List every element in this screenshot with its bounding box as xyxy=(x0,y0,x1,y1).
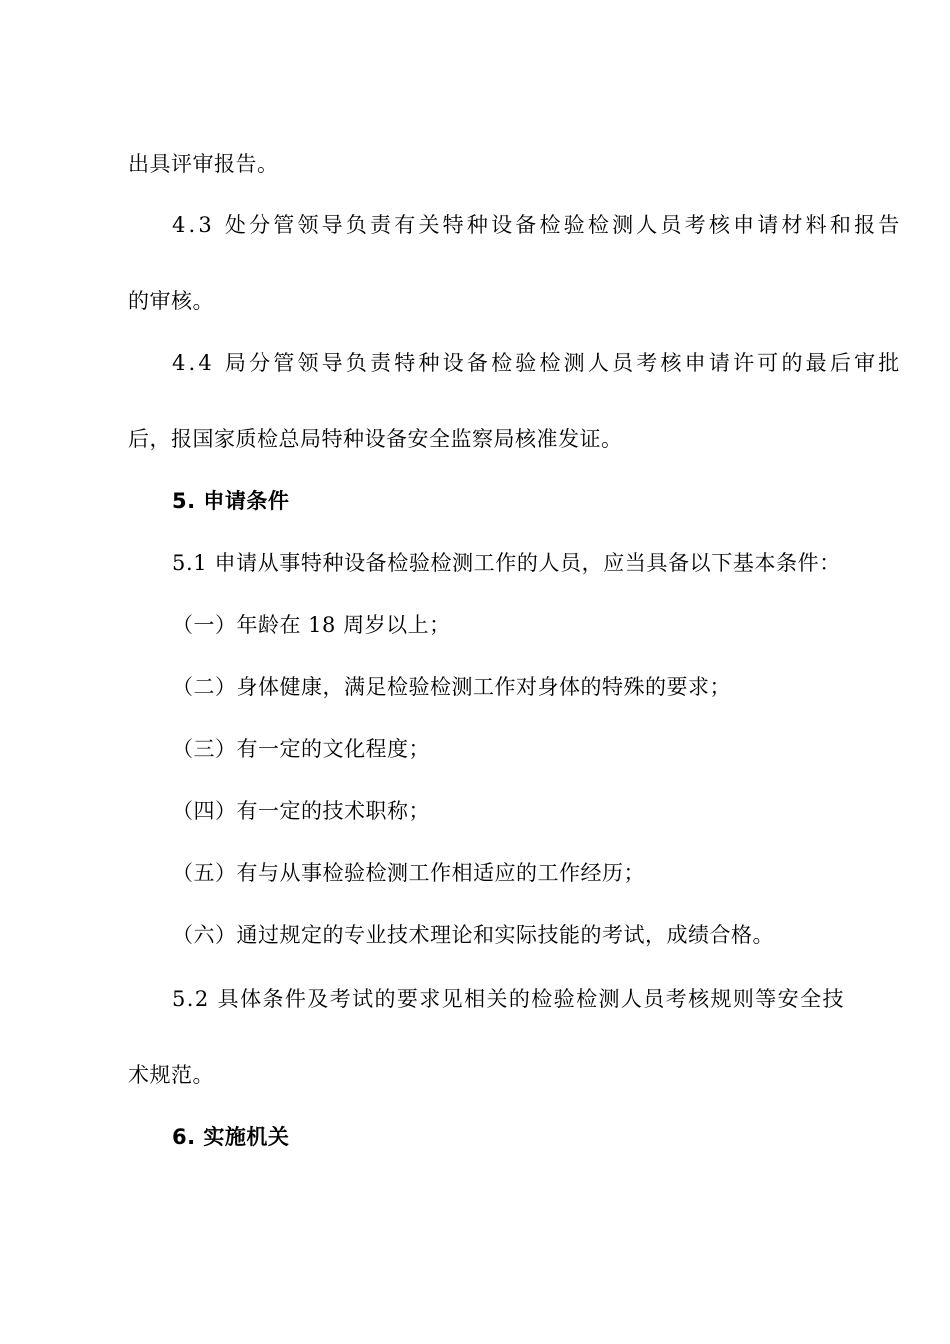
section-5-heading: 5. 申请条件 xyxy=(172,489,290,513)
section-6-heading: 6. 实施机关 xyxy=(172,1125,290,1149)
condition-item-4: （四）有一定的技术职称； xyxy=(172,799,430,823)
clause-4-4-line-1: 4.4 局分管领导负责特种设备检验检测人员考核申请许可的最后审批 xyxy=(172,351,903,375)
paragraph-continuation: 出具评审报告。 xyxy=(128,152,279,176)
clause-5-1: 5.1 申请从事特种设备检验检测工作的人员，应当具备以下基本条件： xyxy=(172,551,841,575)
clause-4-3-line-1: 4.3 处分管领导负责有关特种设备检验检测人员考核申请材料和报告 xyxy=(172,213,903,237)
condition-item-3: （三）有一定的文化程度； xyxy=(172,737,430,761)
condition-item-6: （六）通过规定的专业技术理论和实际技能的考试，成绩合格。 xyxy=(172,923,774,947)
clause-5-2-line-1: 5.2 具体条件及考试的要求见相关的检验检测人员考核规则等安全技 xyxy=(172,987,845,1011)
clause-4-4-line-2: 后，报国家质检总局特种设备安全监察局核准发证。 xyxy=(128,427,623,451)
condition-item-1: （一）年龄在 18 周岁以上； xyxy=(172,613,451,637)
condition-item-5: （五）有与从事检验检测工作相适应的工作经历； xyxy=(172,861,645,885)
clause-5-2-line-2: 术规范。 xyxy=(128,1063,214,1087)
clause-4-3-line-2: 的审核。 xyxy=(128,289,214,313)
condition-item-2: （二）身体健康，满足检验检测工作对身体的特殊的要求； xyxy=(172,675,731,699)
